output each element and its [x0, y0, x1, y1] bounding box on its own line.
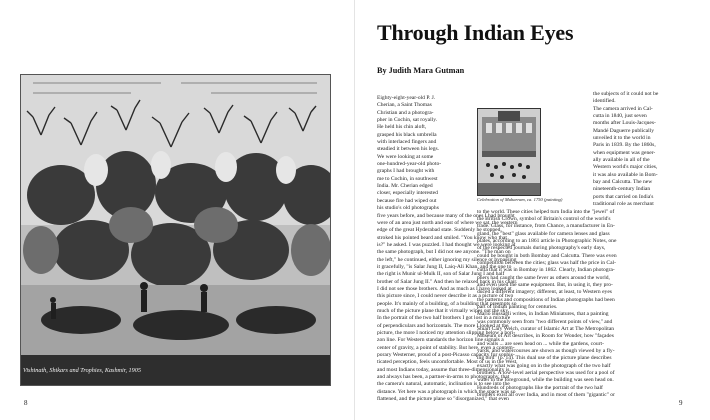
text-line: grasped his black umbrella: [377, 131, 437, 138]
text-line: months after Louis-Jacques-: [593, 120, 656, 127]
text-line: Western world's major cities,: [593, 164, 658, 171]
text-line: center of gravity, a point of stability. But here, even a contem-: [377, 344, 515, 351]
text-line: the left," he continued, either ignoring my silence or bypassing: [377, 256, 517, 263]
text-line: flattened, and the picture plane so "disorganized," that even: [377, 396, 509, 403]
text-line: were of an area just north and east of where we sat, the western: [377, 219, 518, 226]
text-line: ports that carried on India's: [593, 193, 654, 200]
text-line: Eighty-eight-year-old P. J.: [377, 95, 436, 101]
text-line: bay and Calcutta. The new: [593, 179, 653, 186]
column-2-continued: [477, 209, 689, 400]
text-line: could be bought in both Bombay and Calcutta. There was even: [477, 252, 617, 259]
text-line: Mandé Daguerre publically: [593, 127, 654, 134]
byline: By Judith Mara Gutman: [377, 66, 465, 75]
text-line: his studio's old photographs: [377, 205, 439, 212]
text-line: and even used the same equipment. But, in using it, they pro-: [477, 281, 613, 288]
text-line: graphs I had brought with: [377, 168, 435, 175]
text-line: India. Mr. Cherian edged: [377, 183, 433, 190]
text-line: In the portrait of the two half brothers I got lost in a mixture: [377, 315, 511, 322]
text-line: unveiled it to the world in: [593, 135, 651, 142]
article-title: Through Indian Eyes: [377, 20, 574, 45]
text-line: it was also available in Bom-: [593, 171, 658, 178]
text-line: the subjects of it could not be: [593, 91, 659, 97]
text-line: water in the foreground, while the building was seen head on.: [477, 377, 614, 384]
text-line: Hundreds of photographs like the portrait of the two half: [477, 384, 603, 391]
page-number: 9: [679, 399, 683, 407]
text-line: because fire had wiped out: [377, 197, 437, 204]
text-line: stroked his pointed beard and smiled. "You know who that: [377, 234, 507, 241]
text-line: porary Westerner, proud of a post-Picasso capacity for sophis-: [377, 352, 515, 359]
text-line: me to Cochin, in southwest: [377, 175, 438, 182]
text-line: the right is Munir ul-Mulk II, son of Salar Jung I and half: [377, 271, 505, 278]
text-line: The camera arrived in Cal-: [593, 105, 653, 112]
text-line: Christian and a photogra-: [377, 109, 434, 116]
text-line: exactly what was going on in the photograph of the two half: [477, 362, 611, 369]
text-line: brothers. A low-level aerial perspective was used for a pool of: [477, 370, 615, 377]
text-line: when equipment was gener-: [593, 149, 656, 156]
text-line: traditional role as merchant: [593, 201, 654, 208]
text-line: closer, especially interested: [377, 190, 438, 197]
text-line: people. It's mainly of a building, of a building that preempts so: [377, 300, 517, 307]
text-line: yards, and watercourses are shown as though viewed by a fly-: [477, 348, 615, 355]
photograph-image: [21, 75, 330, 385]
text-line: He held his chin aloft,: [377, 124, 427, 131]
text-line: it gracefully, "is Salar Jung II, Laiq-Ali Khan, and the one to: [377, 263, 512, 270]
text-line: ticated perception, feels uncomfortable. Most of us in the West,: [377, 359, 518, 366]
text-line: We were looking at some: [377, 153, 434, 160]
text-line: was commonly seen from "two different points of view," and: [477, 318, 613, 325]
text-line: of perpendiculars and horizontals. The more I looked at the: [377, 322, 509, 329]
text-line: one-hundred-year-old photo-: [377, 161, 442, 168]
text-line: zon line. For Western standards the horizon line signals a: [377, 337, 504, 344]
text-line: cutta that it was in Bombay in 1862. Clearly, Indian photogra-: [477, 267, 615, 274]
text-line: to the world. These cities helped turn India into the "jewel" of: [477, 208, 615, 215]
text-line: identified.: [593, 98, 616, 105]
text-line: cutta in 1840, just seven: [593, 113, 647, 120]
photo-caption: Vishinath, Shikars and Trophies, Kashmir, 1905: [23, 367, 141, 374]
text-line: Mario Bussagli writes, in Indian Miniatures, that a painting: [477, 311, 609, 318]
text-line: brother of Salar Jung II." And then he relaxed back in his chair.: [377, 278, 518, 285]
text-line: nineteenth-century Indian: [593, 186, 651, 193]
text-line: phers had caught the same fever as others around the world,: [477, 274, 610, 281]
text-line: is?" he asked. I was puzzled. I had thought we were looking at: [377, 241, 516, 248]
text-line: and always has been, a partner-in-arms to photography, that: [377, 374, 510, 381]
text-line: edge of the great Hyderabad state. Suddenly he stopped,: [377, 227, 502, 234]
text-line: Paris in 1839. By the 1860s,: [593, 142, 656, 149]
text-line: the patterns and compositions of Indian photographs had been: [477, 296, 615, 303]
text-line: and most Indians today, assume that three-dimensionality is,: [377, 366, 511, 373]
text-line: this picture since, I could never describe it as a picture of two: [377, 293, 514, 300]
text-line: I did not see those brothers. And as much as I have looked at: [377, 285, 512, 292]
text-line: distance. Yet here was a photograph in which the space was so: [377, 388, 516, 395]
text-line: gland, the "best" glass available for camera lenses and glass: [477, 230, 610, 237]
muharram-painting: [477, 108, 541, 196]
text-line: with interlaced fingers and: [377, 139, 437, 146]
shikars-trophies-photograph: [20, 74, 331, 386]
page-number: 8: [24, 399, 28, 407]
right-page: [355, 0, 710, 420]
text-line: part of Indian painting for centuries.: [477, 303, 558, 310]
text-line: competition between the cities; glass was half the price in Cal-: [477, 259, 616, 266]
text-line: ing bird" (p. 14). This dual use of the picture plane describes: [477, 355, 612, 362]
text-line: picture, the more I noticed my attention slipping below a hori-: [377, 330, 516, 336]
painting-image: [478, 109, 540, 195]
text-line: plates, according to an 1861 article in Photographic Notes, one: [477, 237, 617, 244]
text-line: much of the picture plane that it virtually wipes out the sky.: [377, 307, 510, 314]
text-line: the British Crown, symbol of Britain's control of the world's: [477, 215, 611, 222]
painting-caption: Celebration of Muharram, ca. 1750 (painting): [477, 197, 563, 202]
text-line: Stuart Cary Welch, curator of Islamic Art at The Metropolitan: [477, 326, 615, 332]
text-line: duced a different imagery; different, at least, to Western eyes: [477, 289, 612, 296]
text-line: of the respected journals during photography's early days,: [477, 245, 606, 252]
text-line: Museum of Art describes, in Room for Wonder, how "façades: [477, 333, 614, 340]
text-line: the camera's natural, automatic, inclination is to see into the: [377, 381, 510, 388]
text-line: trade. Glass, for instance, from Chance, a manufacturer in En-: [477, 223, 615, 230]
text-line: five years before, and because many of the ones I had brought: [377, 212, 515, 219]
text-line: the same photograph, but I did not see anyone. "The man on: [377, 249, 511, 256]
text-line: ally available in all of the: [593, 157, 650, 164]
text-line: Cherian, a Saint Thomas: [377, 102, 432, 109]
text-line: pher in Cochin, sat royally.: [377, 117, 438, 124]
text-line: brothers exist all over India, and in most of them "gigantic" or: [477, 392, 615, 399]
text-line: and walls ... are seen head on ... while the gardens, court-: [477, 340, 604, 347]
text-line: steadied it between his legs.: [377, 146, 440, 153]
